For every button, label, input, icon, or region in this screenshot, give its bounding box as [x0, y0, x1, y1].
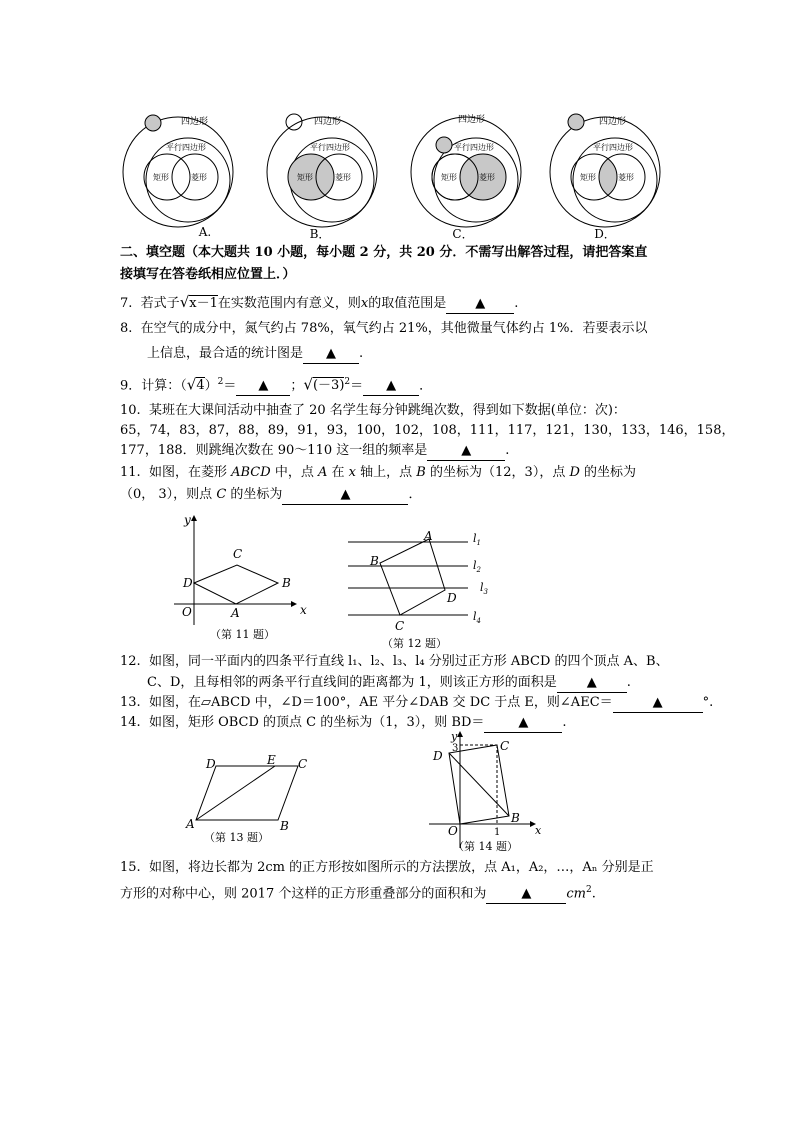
venn-option-a — [123, 115, 233, 227]
question-14: 14. 如图，矩形 OBCD 的顶点 C 的坐标为（1，3），则 BD＝ ▲ . — [120, 714, 567, 733]
svg-text:D: D — [183, 576, 193, 590]
svg-text:l1: $l_1$ — [473, 532, 481, 547]
svg-text:l2: $l_2$ — [473, 559, 481, 574]
venn-outer-label: 四边形 — [181, 117, 209, 127]
question-15-line1: 15. 如图，将边长都为 2cm 的正方形按如图所示的方法摆放，点 A₁，A₂，…，Aₙ 分别是正 — [120, 860, 654, 875]
svg-text:四边形: 四边形 — [314, 117, 342, 127]
answer-blank-9a: ▲ — [236, 377, 290, 396]
svg-text:（第 13 题）: （第 13 题） — [204, 831, 269, 844]
svg-text:平行四边形: 平行四边形 — [454, 143, 494, 152]
svg-text:C: C — [500, 739, 510, 753]
rhombus-abcd — [194, 565, 278, 604]
svg-text:四边形: 四边形 — [599, 117, 627, 127]
question-11-line1: 11. 如图，在菱形 ABCD 中，点 A 在 x 轴上，点 B 的坐标为（12，3），点 D 的坐标为 — [120, 465, 637, 480]
answer-blank-10: ▲ — [427, 442, 505, 461]
svg-text:A: A — [424, 529, 433, 543]
venn-left-label: 矩形 — [153, 173, 169, 182]
question-12-line1: 12. 如图，同一平面内的四条平行直线 l₁、l₂、l₃、l₄ 分别过正方形 ABCD 的四个顶点 A、B、 — [120, 654, 669, 669]
figure-14 — [425, 728, 555, 860]
svg-text:B: B — [511, 811, 520, 825]
question-10-line2: 65，74，83，87，88，89，91，93，100，102，108，111，117，121，130，133，146，158， — [120, 423, 735, 438]
question-8-line2: 上信息，最合适的统计图是 ▲ . — [147, 345, 363, 364]
svg-text:菱形: 菱形 — [479, 173, 495, 182]
question-12-line2: C、D，且每相邻的两条平行直线间的距离都为 1，则该正方形的面积是 ▲ . — [147, 674, 631, 693]
svg-text:B: B — [280, 819, 289, 833]
question-7: 7. 若式子√x－1在实数范围内有意义，则x的取值范围是 ▲ . — [120, 293, 518, 314]
svg-text:B: B — [282, 576, 291, 590]
svg-text:矩形: 矩形 — [297, 173, 313, 182]
question-15-line2: 方形的对称中心，则 2017 个这样的正方形重叠部分的面积和为 ▲ $cm^2$. — [120, 881, 596, 904]
svg-text:x: x — [300, 603, 307, 617]
svg-text:O: O — [448, 824, 458, 838]
svg-text:B: B — [370, 554, 379, 568]
venn-option-label-c: C． — [452, 227, 474, 241]
question-9: 9．计算：$(√4)^2=$ ▲ ；$√(-3)^2=$ ▲ ． — [120, 373, 432, 396]
answer-blank-15: ▲ — [486, 885, 566, 904]
question-8-line1: 8. 在空气的成分中，氮气约占 78%，氧气约占 21%，其他微量气体约占 1%．若要表示以 — [120, 321, 648, 336]
svg-text:y: y — [451, 730, 458, 743]
svg-text:D: D — [206, 757, 216, 771]
svg-text:x: x — [535, 824, 542, 837]
answer-blank-14: ▲ — [484, 714, 562, 733]
venn-option-d — [550, 114, 660, 227]
svg-text:A: A — [231, 606, 240, 620]
svg-text:1: 1 — [494, 827, 501, 838]
answer-blank-13: ▲ — [613, 694, 703, 713]
svg-text:C: C — [233, 547, 243, 561]
parallelogram-abcd — [196, 766, 298, 820]
svg-text:（第 12 题）: （第 12 题） — [382, 637, 447, 650]
square-abcd — [380, 539, 445, 615]
question-13: 13. 如图，在▱ABCD 中，∠D＝100°，AE 平分∠DAB 交 DC 于点 E，则∠AEC＝ ▲ °. — [120, 694, 713, 713]
question-11-line2: （0， 3），则点 C 的坐标为 ▲ ． — [120, 486, 421, 505]
svg-text:矩形: 矩形 — [441, 173, 457, 182]
section-heading-line1: 二、填空题（本大题共 10 小题，每小题 2 分，共 20 分．不需写出解答过程，请把答案直 — [120, 245, 648, 260]
answer-blank-12: ▲ — [557, 674, 627, 693]
svg-text:D: D — [447, 591, 457, 605]
svg-text:平行四边形: 平行四边形 — [310, 143, 350, 152]
svg-text:A: A — [186, 817, 195, 831]
svg-text:l3: $l_3$ — [480, 581, 488, 596]
svg-text:四边形: 四边形 — [458, 115, 486, 125]
svg-text:D: D — [433, 749, 443, 763]
venn-option-label-b: B． — [309, 227, 331, 241]
answer-blank-9b: ▲ — [363, 377, 419, 396]
answer-blank-7: ▲ — [446, 295, 514, 314]
venn-option-c — [411, 113, 521, 227]
figure-13 — [180, 748, 320, 848]
svg-text:C: C — [395, 619, 405, 633]
svg-text:平行四边形: 平行四边形 — [593, 143, 633, 152]
section-heading-line2: 接填写在答卷纸相应位置上．） — [120, 267, 296, 282]
svg-text:E: E — [267, 753, 276, 767]
question-10-line3: 177，188．则跳绳次数在 90～110 这一组的频率是 ▲ . — [120, 442, 509, 461]
svg-text:菱形: 菱形 — [618, 173, 634, 182]
figure-11 — [170, 510, 320, 650]
svg-text:C: C — [298, 757, 308, 771]
venn-right-label: 菱形 — [191, 173, 207, 182]
svg-text:3: 3 — [452, 743, 459, 754]
svg-text:l4: $l_4$ — [473, 610, 481, 625]
svg-text:菱形: 菱形 — [335, 173, 351, 182]
venn-option-label-a: A. — [198, 225, 212, 239]
venn-diagrams — [0, 0, 794, 250]
answer-blank-11: ▲ — [282, 486, 408, 505]
svg-text:（第 11 题）: （第 11 题） — [210, 628, 275, 641]
svg-text:O: O — [182, 605, 192, 619]
svg-text:（第 14 题）: （第 14 题） — [453, 840, 518, 853]
venn-option-label-d: D． — [594, 227, 616, 241]
question-10-line1: 10. 某班在大课间活动中抽查了 20 名学生每分钟跳绳次数，得到如下数据(单位：次)： — [120, 403, 626, 418]
svg-text:y: y — [184, 513, 191, 527]
venn-option-b — [267, 114, 377, 227]
answer-blank-8: ▲ — [303, 345, 359, 364]
figure-12 — [340, 525, 500, 653]
svg-text:矩形: 矩形 — [580, 173, 596, 182]
venn-middle-label: 平行四边形 — [166, 143, 206, 152]
